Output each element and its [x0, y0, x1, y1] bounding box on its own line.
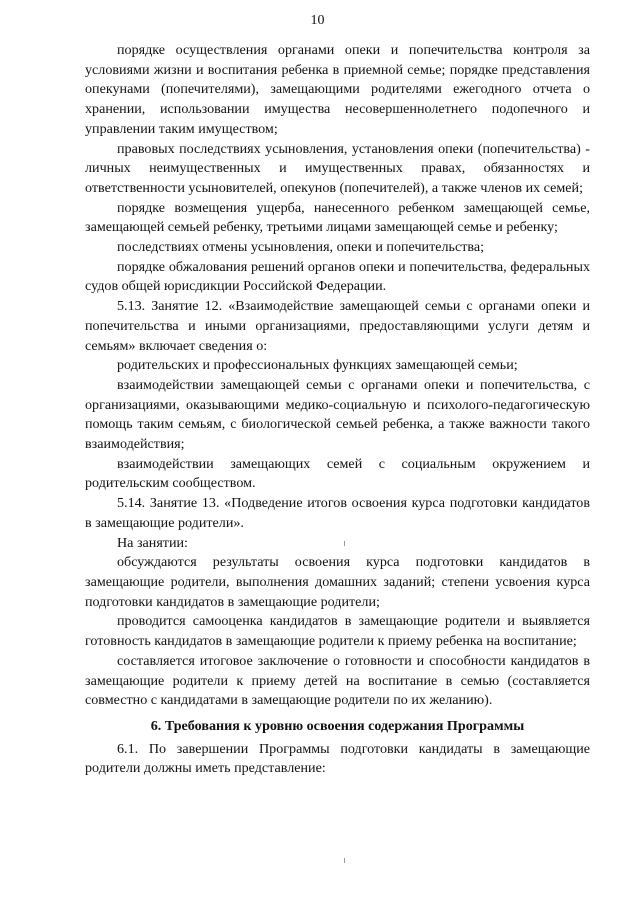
section-heading: 6. Требования к уровню освоения содержания Программы: [150, 717, 525, 734]
paragraph: На занятии:: [117, 534, 188, 551]
scan-speck: [344, 541, 345, 546]
paragraph: порядке обжалования решений органов опеки и попечительства, федеральных судов общей юрисдикции Российской Федерации.: [85, 258, 590, 295]
clause-5-14: 5.14. Занятие 13. «Подведение итогов освоения курса подготовки кандидатов в замещающие родители».: [85, 495, 590, 531]
paragraph: родительских и профессиональных функциях замещающей семьи;: [117, 357, 518, 374]
scan-speck: [344, 858, 345, 863]
clause-5-13: 5.13. Занятие 12. «Взаимодействие замещающей семьи с органами опеки и попечительства и иными организациями, предоставляющими услуги детям и семьям» включает сведения о:: [85, 298, 590, 354]
paragraph: порядке возмещения ущерба, нанесенного ребенком замещающей семье, замещающей семьей ребенку, третьими лицами замещающей семье и ребенку;: [85, 199, 590, 236]
clause-6-1: 6.1. По завершении Программы подготовки кандидаты в замещающие родители должны иметь представление:: [85, 740, 590, 777]
paragraph: последствиях отмены усыновления, опеки и попечительства;: [117, 239, 485, 256]
paragraph: обсуждаются результаты освоения курса подготовки кандидатов в замещающие родители, выполнения домашних заданий; степени усвоения курса подготовки кандидатов в замещающие родители;: [85, 554, 590, 610]
paragraph: взаимодействии замещающей семьи с органами опеки и попечительства, с организациями, оказывающими медико-социальную и психолого-педагогическую помощь таким семьям, с биологической семьей ребенка, а также важности такого взаимодействия;: [85, 376, 590, 453]
paragraph: взаимодействии замещающих семей с социальным окружением и родительским сообществом.: [85, 455, 590, 492]
paragraph: порядке осуществления органами опеки и попечительства контроля за условиями жизни и воспитания ребенка в приемной семье; порядке представления опекунами (попечителями), замещающими родителями ежегодного отчета о хранении, использовании имущества несовершеннолетнего подопечного и управлении таким имуществом;: [85, 42, 590, 137]
paragraph: проводится самооценка кандидатов в замещающие родители и выявляется готовность кандидатов в замещающие родители к приему ребенка на воспитание;: [85, 613, 590, 650]
page-number: 10: [310, 13, 325, 28]
paragraph: составляется итоговое заключение о готовности и способности кандидатов в замещающие родители к приему детей на воспитание в семью (составляется совместно с кандидатами в замещающие родители по их желанию).: [85, 652, 590, 709]
document-body: [85, 41, 590, 779]
paragraph: правовых последствиях усыновления, установления опеки (попечительства) - личных неимущественных и имущественных правах, обязанностях и ответственности усыновителей, опекунов (попечителей), а также членов их семей;: [85, 140, 590, 196]
